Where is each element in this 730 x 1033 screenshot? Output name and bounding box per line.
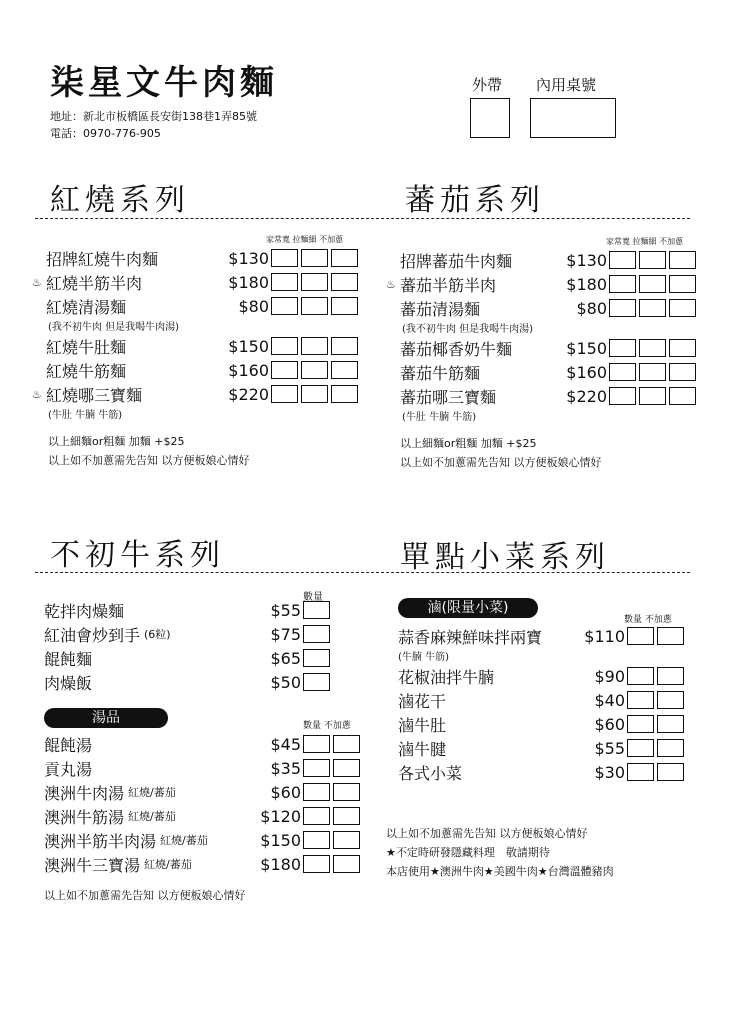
item-name: 紅燒半筋半肉 — [46, 273, 143, 293]
item-name: 餛飩麵 — [44, 649, 93, 669]
order-checkbox[interactable] — [271, 337, 298, 355]
menu-item — [386, 296, 696, 320]
item-name: 滷牛腱 — [398, 739, 447, 759]
order-checkbox[interactable] — [301, 385, 328, 403]
item-price: $150 — [260, 830, 301, 850]
checkbox-group — [303, 831, 360, 849]
menu-item — [386, 384, 696, 408]
sides-col-header: 數量 不加蔥 — [624, 615, 672, 625]
item-price: $180 — [228, 272, 269, 292]
order-checkbox[interactable] — [303, 735, 330, 753]
menu-item — [32, 294, 358, 318]
order-checkbox[interactable] — [271, 249, 298, 267]
order-checkbox[interactable] — [331, 385, 358, 403]
checkbox-group — [609, 363, 696, 381]
item-name: 花椒油拌牛腩 — [398, 667, 495, 687]
checkbox-group — [271, 361, 358, 379]
order-checkbox[interactable] — [301, 337, 328, 355]
item-price: $220 — [566, 386, 607, 406]
tomato-note-1: 以上細麵or粗麵 加麵 +$25 — [400, 437, 537, 450]
menu-item — [398, 760, 684, 784]
order-checkbox[interactable] — [669, 339, 696, 357]
checkbox-group — [609, 275, 696, 293]
item-name: 紅燒牛肚麵 — [46, 337, 127, 357]
order-checkbox[interactable] — [331, 297, 358, 315]
order-checkbox[interactable] — [657, 667, 684, 685]
order-checkbox[interactable] — [657, 739, 684, 757]
item-name: 澳洲牛筋湯 — [44, 807, 125, 827]
order-checkbox[interactable] — [331, 361, 358, 379]
item-name: 招牌蕃茄牛肉麵 — [400, 251, 513, 271]
item-note: (牛肚 牛腩 牛筋) — [48, 410, 123, 421]
item-price: $75 — [270, 624, 301, 644]
tomato-title: 蕃茄系列 — [405, 183, 545, 218]
item-price: $80 — [576, 298, 607, 318]
checkbox-group — [627, 715, 684, 733]
nobeef-note: 以上如不加蔥需先告知 以方便板娘心情好 — [44, 889, 246, 902]
checkbox-group — [627, 667, 684, 685]
checkbox-group — [627, 627, 684, 645]
order-checkbox[interactable] — [301, 361, 328, 379]
item-price: $35 — [270, 758, 301, 778]
item-name: 蒜香麻辣鮮味拌兩寶 — [398, 627, 543, 647]
sides-note-2: ★不定時研發隱藏料理 敬請期待 — [386, 846, 550, 859]
item-option: 紅燒/蕃茄 — [128, 810, 176, 823]
table-number-field[interactable] — [530, 98, 616, 138]
order-checkbox[interactable] — [333, 759, 360, 777]
order-checkbox[interactable] — [657, 763, 684, 781]
menu-item — [44, 852, 360, 876]
item-price: $45 — [270, 734, 301, 754]
checkbox-group — [303, 601, 330, 619]
order-checkbox[interactable] — [627, 715, 654, 733]
item-name: 肉燥飯 — [44, 673, 93, 693]
menu-item — [44, 670, 330, 694]
braised-list — [32, 246, 358, 422]
order-checkbox[interactable] — [333, 783, 360, 801]
checkbox-group — [271, 273, 358, 291]
sides-title: 單點小菜系列 — [400, 540, 610, 575]
order-checkbox[interactable] — [301, 297, 328, 315]
order-checkbox[interactable] — [303, 855, 330, 873]
checkbox-group — [303, 625, 330, 643]
item-note: (牛腩 牛筋) — [398, 652, 449, 663]
soup-list — [44, 732, 360, 876]
menu-item — [44, 756, 360, 780]
checkbox-group — [303, 855, 360, 873]
item-name: 滷牛肚 — [398, 715, 447, 735]
checkbox-group — [271, 297, 358, 315]
order-checkbox[interactable] — [669, 363, 696, 381]
item-name: 蕃茄牛筋麵 — [400, 363, 481, 383]
order-checkbox[interactable] — [669, 251, 696, 269]
chili-icon: ♨ — [386, 277, 396, 291]
order-checkbox[interactable] — [331, 249, 358, 267]
checkbox-group — [303, 807, 360, 825]
order-checkbox[interactable] — [609, 275, 636, 293]
order-checkbox[interactable] — [627, 739, 654, 757]
order-checkbox[interactable] — [639, 299, 666, 317]
item-price: $40 — [594, 690, 625, 710]
menu-item — [398, 712, 684, 736]
order-checkbox[interactable] — [657, 691, 684, 709]
nobeef-list — [44, 598, 330, 694]
checkbox-group — [609, 339, 696, 357]
divider — [35, 218, 690, 219]
menu-item — [32, 334, 358, 358]
item-name: 蕃茄哪三寶麵 — [400, 387, 497, 407]
takeout-label: 外帶 — [472, 76, 503, 94]
takeout-checkbox[interactable] — [470, 98, 510, 138]
sides-note-1: 以上如不加蔥需先告知 以方便板娘心情好 — [386, 827, 588, 840]
menu-item — [44, 622, 330, 646]
order-checkbox[interactable] — [627, 691, 654, 709]
item-name: 紅燒清湯麵 — [46, 297, 127, 317]
item-name: 餛飩湯 — [44, 735, 93, 755]
item-name: 乾拌肉燥麵 — [44, 601, 125, 621]
item-option: (6粒) — [144, 628, 171, 641]
soup-col-header: 數量 不加蔥 — [303, 721, 351, 731]
order-checkbox[interactable] — [639, 339, 666, 357]
menu-item — [386, 272, 696, 296]
item-price: $60 — [594, 714, 625, 734]
checkbox-group — [303, 783, 360, 801]
item-price: $130 — [566, 250, 607, 270]
item-name: 澳洲牛肉湯 — [44, 783, 125, 803]
item-price: $65 — [270, 648, 301, 668]
menu-item — [398, 624, 684, 648]
sides-note-3: 本店使用★澳洲牛肉★美國牛肉★台灣溫體豬肉 — [386, 865, 614, 878]
order-checkbox[interactable] — [303, 673, 330, 691]
item-name: 滷花干 — [398, 691, 447, 711]
item-price: $130 — [228, 248, 269, 268]
order-checkbox[interactable] — [303, 831, 330, 849]
order-checkbox[interactable] — [657, 715, 684, 733]
checkbox-group — [627, 691, 684, 709]
menu-item — [44, 804, 360, 828]
checkbox-group — [609, 387, 696, 405]
order-checkbox[interactable] — [303, 783, 330, 801]
nobeef-title: 不初牛系列 — [50, 538, 225, 573]
order-checkbox[interactable] — [657, 627, 684, 645]
order-checkbox[interactable] — [639, 363, 666, 381]
item-price: $160 — [566, 362, 607, 382]
order-checkbox[interactable] — [303, 759, 330, 777]
item-price: $80 — [238, 296, 269, 316]
item-price: $60 — [270, 782, 301, 802]
item-price: $30 — [594, 762, 625, 782]
order-checkbox[interactable] — [331, 337, 358, 355]
order-checkbox[interactable] — [627, 627, 654, 645]
checkbox-group — [271, 385, 358, 403]
order-checkbox[interactable] — [301, 273, 328, 291]
braised-title: 紅燒系列 — [50, 183, 190, 218]
item-name: 澳洲半筋半肉湯 — [44, 831, 157, 851]
item-name: 貢丸湯 — [44, 759, 93, 779]
item-name: 紅燒哪三寶麵 — [46, 385, 143, 405]
menu-item — [44, 780, 360, 804]
order-checkbox[interactable] — [303, 649, 330, 667]
item-price: $150 — [228, 336, 269, 356]
item-price: $150 — [566, 338, 607, 358]
menu-item — [398, 736, 684, 760]
checkbox-group — [271, 337, 358, 355]
order-checkbox[interactable] — [303, 807, 330, 825]
dine-in-label: 內用桌號 — [536, 76, 597, 94]
order-checkbox[interactable] — [271, 385, 298, 403]
item-name: 蕃茄清湯麵 — [400, 299, 481, 319]
menu-item — [44, 646, 330, 670]
menu-item — [32, 358, 358, 382]
checkbox-group — [271, 249, 358, 267]
menu-item — [44, 828, 360, 852]
order-checkbox[interactable] — [669, 299, 696, 317]
item-name: 招牌紅燒牛肉麵 — [46, 249, 159, 269]
item-option: 紅燒/蕃茄 — [128, 786, 176, 799]
order-checkbox[interactable] — [639, 387, 666, 405]
item-name: 紅油會炒到手 — [44, 625, 141, 645]
order-checkbox[interactable] — [639, 275, 666, 293]
braised-col-header: 家常寬 拉麵細 不加蔥 — [266, 235, 344, 244]
order-checkbox[interactable] — [627, 667, 654, 685]
checkbox-group — [609, 299, 696, 317]
tomato-list — [386, 248, 696, 424]
divider — [35, 572, 690, 573]
menu-item — [44, 732, 360, 756]
menu-item — [32, 246, 358, 270]
order-checkbox[interactable] — [609, 363, 636, 381]
nobeef-qty-header: 數量 — [303, 592, 323, 603]
item-price: $180 — [260, 854, 301, 874]
item-name: 蕃茄椰香奶牛麵 — [400, 339, 513, 359]
order-checkbox[interactable] — [331, 273, 358, 291]
order-checkbox[interactable] — [627, 763, 654, 781]
item-price: $180 — [566, 274, 607, 294]
sides-list — [398, 624, 684, 784]
checkbox-group — [303, 759, 360, 777]
braised-note-2: 以上如不加蔥需先告知 以方便板娘心情好 — [48, 454, 250, 467]
soup-pill: 湯品 — [44, 708, 168, 728]
order-checkbox[interactable] — [669, 275, 696, 293]
item-name: 各式小菜 — [398, 763, 463, 783]
item-price: $160 — [228, 360, 269, 380]
item-price: $90 — [594, 666, 625, 686]
item-price: $55 — [594, 738, 625, 758]
item-option: 紅燒/蕃茄 — [144, 858, 192, 871]
menu-item — [386, 248, 696, 272]
checkbox-group — [627, 739, 684, 757]
checkbox-group — [303, 735, 360, 753]
menu-item — [32, 382, 358, 406]
item-note: (我不初牛肉 但是我喝牛肉湯) — [402, 324, 533, 335]
menu-item — [386, 360, 696, 384]
item-name: 澳洲牛三寶湯 — [44, 855, 141, 875]
order-checkbox[interactable] — [609, 251, 636, 269]
shop-address: 地址：新北市板橋區長安街138巷1弄85號 — [50, 110, 257, 123]
item-name: 蕃茄半筋半肉 — [400, 275, 497, 295]
order-checkbox[interactable] — [271, 297, 298, 315]
menu-item — [386, 336, 696, 360]
item-option: 紅燒/蕃茄 — [160, 834, 208, 847]
menu-item — [44, 598, 330, 622]
braised-note-1: 以上細麵or粗麵 加麵 +$25 — [48, 435, 185, 448]
order-checkbox[interactable] — [669, 387, 696, 405]
sides-pill: 滷(限量小菜) — [398, 598, 538, 618]
order-checkbox[interactable] — [639, 251, 666, 269]
checkbox-group — [303, 649, 330, 667]
order-checkbox[interactable] — [303, 601, 330, 619]
item-price: $220 — [228, 384, 269, 404]
shop-name: 柒星文牛肉麵 — [50, 63, 278, 103]
item-note: (牛肚 牛腩 牛筋) — [402, 412, 477, 423]
order-checkbox[interactable] — [609, 299, 636, 317]
order-checkbox[interactable] — [303, 625, 330, 643]
menu-item — [32, 270, 358, 294]
order-checkbox[interactable] — [333, 735, 360, 753]
order-checkbox[interactable] — [301, 249, 328, 267]
checkbox-group — [609, 251, 696, 269]
item-note: (我不初牛肉 但是我喝牛肉湯) — [48, 322, 179, 333]
order-checkbox[interactable] — [609, 339, 636, 357]
shop-phone: 電話：0970-776-905 — [50, 127, 161, 140]
order-checkbox[interactable] — [333, 855, 360, 873]
tomato-note-2: 以上如不加蔥需先告知 以方便板娘心情好 — [400, 456, 602, 469]
item-price: $50 — [270, 672, 301, 692]
item-price: $120 — [260, 806, 301, 826]
menu-item — [398, 688, 684, 712]
checkbox-group — [303, 673, 330, 691]
order-checkbox[interactable] — [333, 831, 360, 849]
order-checkbox[interactable] — [609, 387, 636, 405]
order-checkbox[interactable] — [271, 361, 298, 379]
checkbox-group — [627, 763, 684, 781]
item-name: 紅燒牛筋麵 — [46, 361, 127, 381]
order-checkbox[interactable] — [271, 273, 298, 291]
item-price: $55 — [270, 600, 301, 620]
chili-icon: ♨ — [32, 387, 42, 401]
tomato-col-header: 家常寬 拉麵細 不加蔥 — [606, 237, 684, 246]
order-checkbox[interactable] — [333, 807, 360, 825]
chili-icon: ♨ — [32, 275, 42, 289]
item-price: $110 — [584, 626, 625, 646]
menu-item — [398, 664, 684, 688]
